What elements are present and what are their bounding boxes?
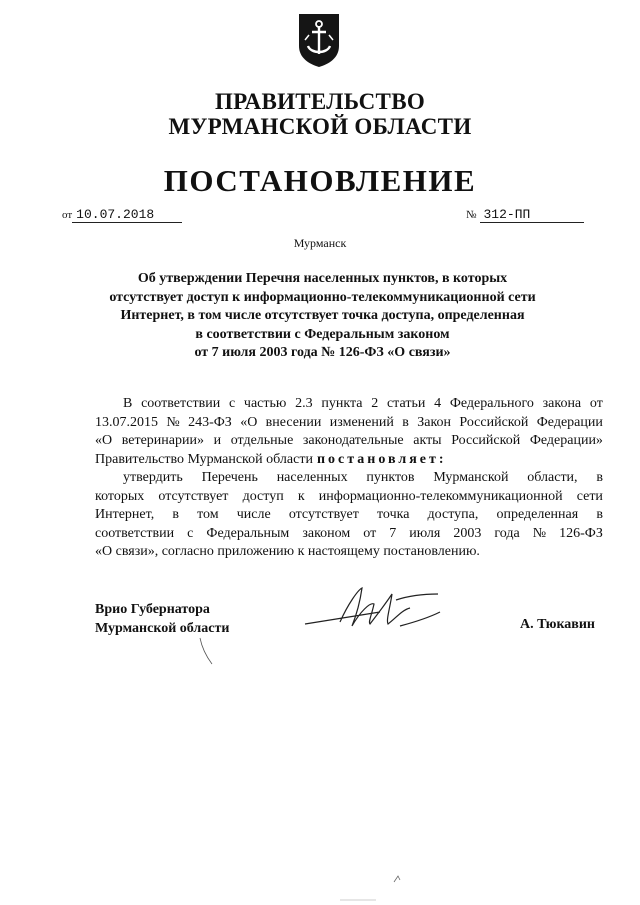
body-word: том (197, 507, 219, 522)
body-word: «О (95, 433, 113, 448)
title-line: от 7 июля 2003 года № 126-ФЗ «О связи» (194, 345, 451, 360)
body-word: Интернет, (95, 507, 155, 522)
body-word: в (172, 507, 179, 522)
body-word: июля (409, 525, 441, 541)
body-word: отсутствует (288, 507, 359, 522)
number-field (466, 207, 584, 223)
signer-position-line2: Мурманской области (95, 620, 230, 636)
body-line (95, 451, 603, 470)
body-line (95, 543, 603, 562)
body-word: 13.07.2015 (95, 414, 158, 430)
title-line: Интернет, в том числе отсутствует точка доступа, определенная (120, 308, 525, 323)
authority-name-line1: ПРАВИТЕЛЬСТВО (214, 89, 426, 114)
body-word: в (596, 507, 603, 522)
body-word: года (494, 525, 520, 541)
body-word: от (589, 396, 603, 411)
date-field (62, 207, 182, 223)
body-word: от (363, 525, 377, 541)
document-type-heading: ПОСТАНОВЛЕНИЕ (163, 163, 477, 198)
scan-artifact (392, 872, 406, 886)
body-word: № (532, 525, 547, 541)
body-line (95, 488, 603, 507)
body-word: к (297, 488, 305, 504)
body-text: Правительство Мурманской области (95, 451, 313, 467)
body-word: частью (243, 396, 287, 411)
body-word: В (123, 396, 133, 411)
body-word: точка (377, 507, 410, 522)
body-word: доступа, (427, 507, 479, 522)
signer-position (95, 601, 229, 638)
document-body (95, 395, 603, 562)
document-title (100, 270, 545, 363)
body-word: сети (576, 488, 603, 504)
date-prefix: от (62, 209, 73, 221)
pen-mark (196, 636, 216, 666)
body-text: «О связи», согласно приложению к настоящему постановлению. (95, 544, 480, 559)
body-word: «О (240, 414, 258, 430)
body-word: законом (302, 525, 351, 541)
body-word: отдельные (230, 433, 294, 448)
body-line (95, 395, 603, 414)
city-name: Мурманск (293, 236, 347, 250)
body-word: Федерального (449, 396, 534, 411)
title-line: в соответствии с Федеральным законом (195, 326, 450, 342)
body-word: акты (413, 433, 442, 448)
body-line (95, 432, 603, 451)
body-word: и (213, 433, 222, 448)
body-word: утвердить (123, 470, 183, 485)
body-word: закона (542, 396, 582, 411)
body-word: законодательные (302, 433, 404, 448)
scan-artifact (338, 895, 378, 903)
body-word: 2003 (453, 525, 482, 541)
body-word: информационно-телекоммуникационной (318, 488, 563, 504)
body-word: с (187, 525, 194, 541)
body-word: числе (236, 507, 271, 522)
body-line (95, 414, 603, 433)
body-word: определенная (496, 507, 579, 522)
body-word: 243-ФЗ (188, 414, 232, 430)
body-word: Российской (459, 414, 529, 430)
body-word: в (596, 470, 603, 485)
body-word: Федерации» (529, 433, 603, 448)
authority-name-line2: МУРМАНСКОЙ ОБЛАСТИ (168, 114, 472, 139)
body-word: Закон (417, 414, 452, 430)
body-word: пунктов (366, 470, 415, 485)
signer-name: А. Тюкавин (520, 617, 595, 632)
body-word: ветеринарии» (121, 433, 204, 448)
resolution-keyword: постановляет: (316, 451, 447, 467)
body-word: Мурманской (433, 470, 509, 485)
title-line: Об утверждении Перечня населенных пунктов, в которых (137, 271, 508, 286)
body-word: № (166, 414, 180, 430)
title-line: отсутствует доступ к информационно-телекоммуникационной сети (109, 289, 536, 305)
body-word: отсутствует (158, 488, 229, 504)
handwritten-signature (300, 582, 450, 642)
body-word: статьи (386, 396, 426, 411)
body-word: 2.3 (295, 396, 313, 411)
body-word: 126-ФЗ (559, 525, 603, 541)
body-word: изменений (329, 414, 394, 430)
body-word: 7 (389, 525, 397, 541)
document-number: 312-ПП (480, 207, 584, 223)
body-word: 4 (434, 396, 442, 411)
body-word: Перечень (201, 470, 258, 485)
body-line (95, 525, 603, 544)
coat-of-arms-emblem (296, 12, 342, 68)
body-word: населенных (276, 470, 348, 485)
body-word: Российской (451, 433, 521, 448)
body-word: области, (527, 470, 578, 485)
body-word: Федерации (536, 414, 603, 430)
body-word: соответствии (95, 525, 175, 541)
body-word: доступ (242, 488, 284, 504)
body-word: соответствии (141, 396, 221, 411)
body-word: внесении (265, 414, 322, 430)
body-word: 2 (371, 396, 379, 411)
document-date: 10.07.2018 (72, 207, 182, 223)
number-prefix: № (466, 209, 477, 221)
body-word: Федеральным (206, 525, 290, 541)
body-word: в (402, 414, 409, 430)
signer-position-line1: Врио Губернатора (95, 602, 210, 617)
body-word: пункта (321, 396, 363, 411)
body-word: с (228, 396, 236, 411)
body-line (95, 506, 603, 525)
body-word: которых (95, 488, 145, 504)
body-line (95, 469, 603, 488)
